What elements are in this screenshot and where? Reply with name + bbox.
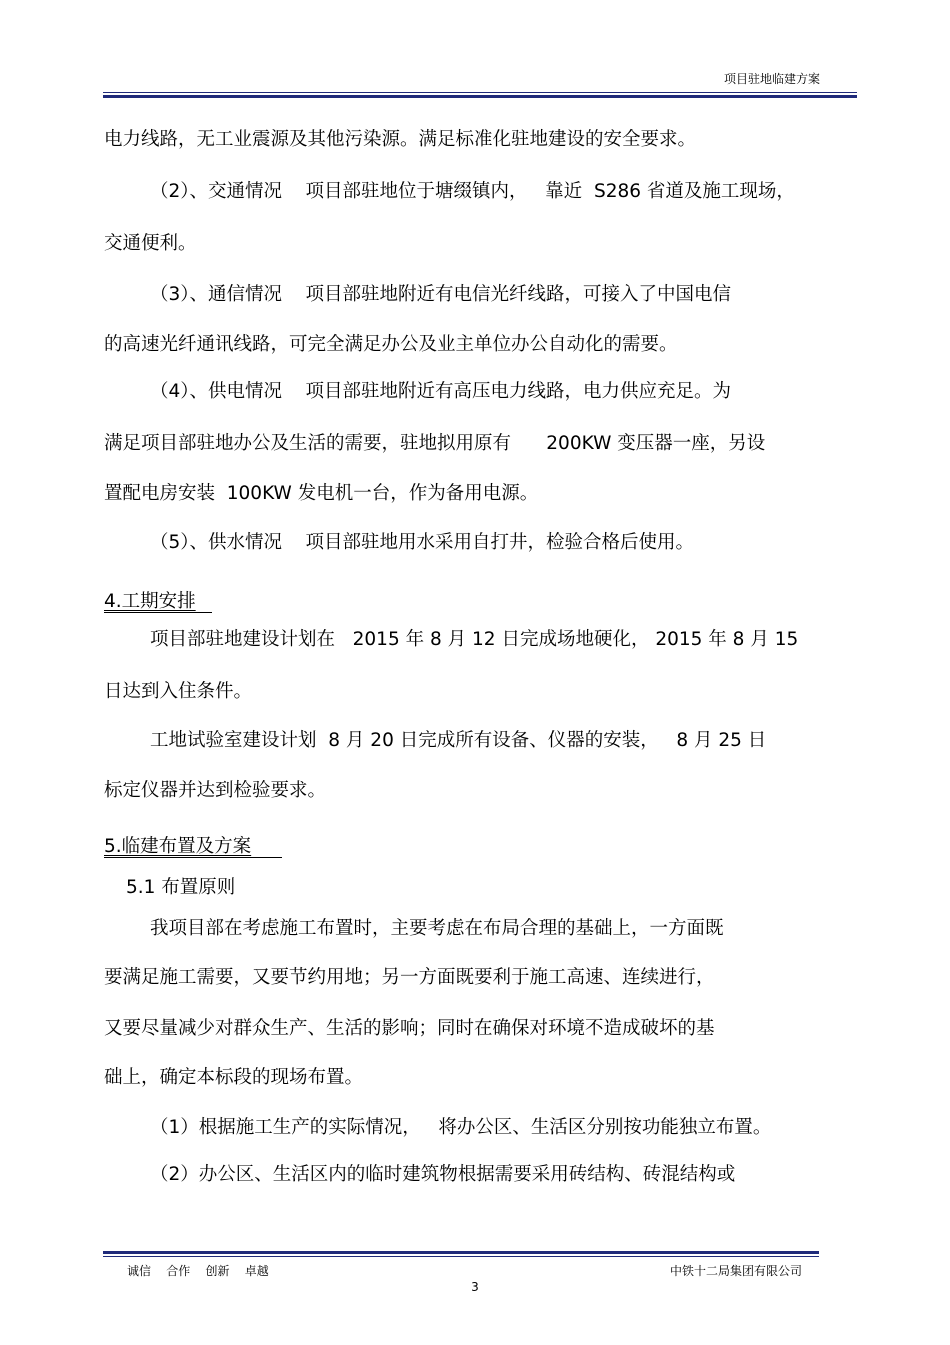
header-title: 项目驻地临建方案: [723, 72, 820, 86]
body-line: 我项目部在考虑施工布置时，主要考虑在布局合理的基础上，一方面既: [150, 918, 724, 939]
body-line: 电力线路，无工业震源及其他污染源。满足标准化驻地建设的安全要求。: [104, 129, 697, 150]
footer-slogan: 诚信 合作 创新 卓越: [127, 1264, 269, 1278]
page-number: 3: [471, 1280, 479, 1294]
body-line: 又要尽量减少对群众生产、生活的影响；同时在确保对环境不造成破坏的基: [104, 1018, 715, 1039]
header-rule-thin: [103, 92, 857, 93]
body-line: （3）、通信情况 项目部驻地附近有电信光纤线路，可接入了中国电信: [150, 284, 732, 305]
body-line: （5）、供水情况 项目部驻地用水采用自打井，检验合格后使用。: [150, 532, 695, 553]
body-line: 工地试验室建设计划 8 月 20 日完成所有设备、仪器的安装， 8 月 25 日: [150, 730, 767, 751]
section-heading-5: 5.临建布置及方案: [104, 836, 252, 857]
body-line: 交通便利。: [104, 233, 197, 254]
body-line: （4）、供电情况 项目部驻地附近有高压电力线路，电力供应充足。为: [150, 381, 732, 402]
body-line: 日达到入住条件。: [104, 681, 253, 702]
body-line: 的高速光纤通讯线路，可完全满足办公及业主单位办公自动化的需要。: [104, 334, 678, 355]
footer-rule-thin: [103, 1256, 819, 1257]
body-line: 要满足施工需要，又要节约用地；另一方面既要利于施工高速、连续进行，: [104, 967, 715, 988]
body-line: 项目部驻地建设计划在 2015 年 8 月 12 日完成场地硬化， 2015 年 8 月 15: [150, 629, 799, 650]
section-heading-4: 4.工期安排: [104, 591, 196, 612]
footer-rule-thick: [103, 1251, 819, 1254]
header-rule-thick: [103, 95, 857, 98]
section-heading-5-underline: [104, 857, 282, 858]
subsection-heading-5-1: 5.1 布置原则: [126, 877, 236, 898]
footer-company: 中铁十二局集团有限公司: [669, 1264, 802, 1278]
body-line: 标定仪器并达到检验要求。: [104, 780, 327, 801]
body-line: 满足项目部驻地办公及生活的需要，驻地拟用原有 200KW 变压器一座，另设: [104, 433, 766, 454]
body-line: （2）、交通情况 项目部驻地位于塘缀镇内， 靠近 S286 省道及施工现场，: [150, 181, 795, 202]
section-heading-4-underline: [104, 612, 212, 613]
body-line: （2）办公区、生活区内的临时建筑物根据需要采用砖结构、砖混结构或: [150, 1164, 736, 1185]
body-line: 础上，确定本标段的现场布置。: [104, 1067, 364, 1088]
body-line: 置配电房安装 100KW 发电机一台，作为备用电源。: [104, 483, 539, 504]
body-line: （1）根据施工生产的实际情况， 将办公区、生活区分别按功能独立布置。: [150, 1117, 772, 1138]
